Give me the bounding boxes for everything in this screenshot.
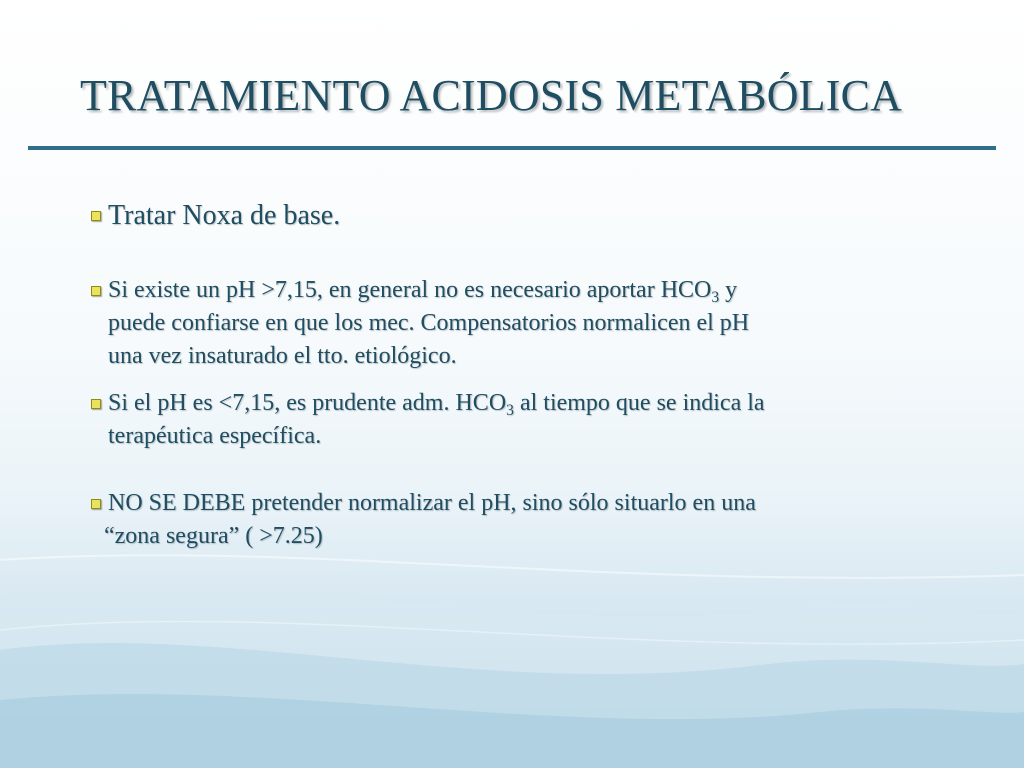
subscript: 3 bbox=[506, 401, 514, 419]
bullet-line: Tratar Noxa de base. bbox=[108, 200, 341, 231]
bullet-line: puede confiarse en que los mec. Compensatorios normalicen el pH bbox=[108, 310, 750, 336]
line-text: al tiempo que se indica la bbox=[513, 390, 765, 416]
bullet-list bbox=[88, 196, 988, 553]
square-bullet-icon bbox=[91, 499, 101, 509]
bullet-line: NO SE DEBE pretender normalizar el pH, sino sólo situarlo en una bbox=[108, 490, 756, 516]
line-text: y bbox=[719, 277, 738, 303]
bullet-line: “zona segura” ( >7.25) bbox=[104, 523, 323, 549]
bullet-line: terapéutica específica. bbox=[108, 423, 322, 449]
square-bullet-icon bbox=[91, 399, 101, 409]
bullet-item-safe-zone bbox=[88, 487, 988, 553]
line-text: Si el pH es <7,15, es prudente adm. HCO bbox=[108, 390, 507, 416]
slide-title: TRATAMIENTO ACIDOSIS METABÓLICA bbox=[80, 71, 903, 120]
bullet-line-with-formula bbox=[108, 387, 988, 420]
line-text: Si existe un pH >7,15, en general no es necesario aportar HCO bbox=[108, 277, 712, 303]
bullet-item-treat-cause bbox=[88, 196, 988, 236]
bullet-item-ph-above bbox=[88, 274, 988, 373]
title-divider bbox=[28, 146, 996, 150]
square-bullet-icon bbox=[91, 211, 101, 221]
bullet-line-with-formula bbox=[108, 274, 988, 307]
bullet-item-ph-below bbox=[88, 387, 988, 453]
bullet-line: una vez insaturado el tto. etiológico. bbox=[108, 343, 457, 369]
subscript: 3 bbox=[711, 288, 720, 306]
square-bullet-icon bbox=[91, 286, 101, 296]
